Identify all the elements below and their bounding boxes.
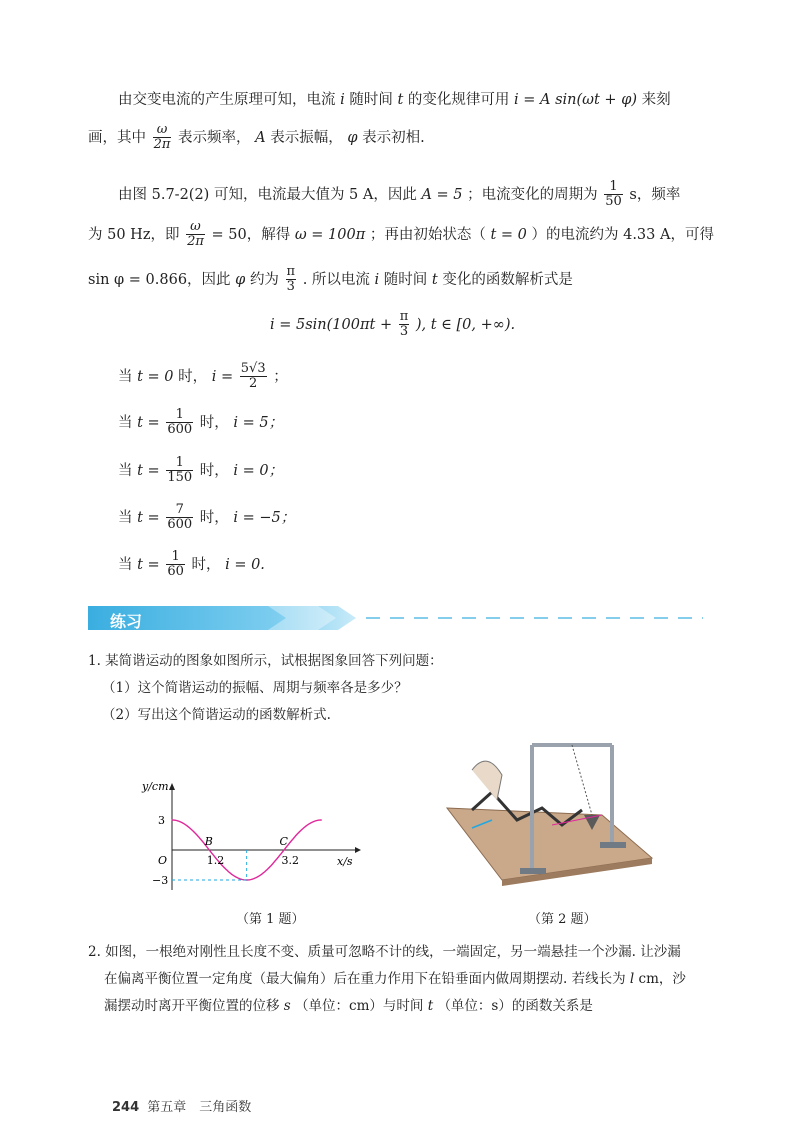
text: sin φ = 0.866，因此 xyxy=(88,271,231,288)
text: 漏摆动时离开平衡位置的位移 xyxy=(104,998,280,1014)
exercise2-line2 xyxy=(104,973,686,987)
formula-part: i = 5sin(100πt + xyxy=(270,316,393,333)
denominator: 600 xyxy=(167,517,193,533)
page-footer xyxy=(112,1096,251,1115)
para2-line1 xyxy=(118,180,680,210)
fraction xyxy=(166,408,193,438)
text: 当 xyxy=(118,509,133,526)
text: 时， xyxy=(199,509,229,526)
text: ；再由初始状态（ xyxy=(369,226,486,243)
text: 由交变电流的产生原理可知，电流 xyxy=(118,92,336,108)
data-point xyxy=(179,821,180,822)
math: ω = 100π xyxy=(294,226,366,243)
var-i: i xyxy=(374,271,380,288)
math: i = 0. xyxy=(225,556,265,573)
exercise1-question: 1. 某简谐运动的图象如图所示，试根据图象回答下列问题： xyxy=(88,653,443,669)
text: ； xyxy=(273,368,288,385)
text: 当 xyxy=(118,462,133,479)
numerator: 7 xyxy=(166,503,193,518)
data-point xyxy=(171,819,172,820)
text: 时， xyxy=(199,462,229,479)
data-point xyxy=(276,859,277,860)
numerator: π xyxy=(399,309,409,324)
y-tick-label-neg3: −3 xyxy=(152,874,169,887)
math: i = xyxy=(211,368,234,385)
denominator: 3 xyxy=(399,324,409,340)
exercise2-line3 xyxy=(104,1000,593,1014)
fraction xyxy=(286,265,297,295)
var-t: t xyxy=(397,92,404,108)
text: 当 xyxy=(118,414,133,431)
data-point xyxy=(283,849,284,850)
display-formula xyxy=(270,310,515,340)
text: 时， xyxy=(199,414,229,431)
data-point xyxy=(224,867,225,868)
para1-line2 xyxy=(88,123,425,153)
var-i: i xyxy=(340,92,345,108)
formula-inline: i = A sin(ωt + φ) xyxy=(514,92,638,108)
text: 当 xyxy=(118,368,133,385)
para2-line2 xyxy=(88,220,714,250)
case-2 xyxy=(118,408,283,438)
formula-part: ), t ∈ [0, +∞). xyxy=(415,316,516,333)
denominator: 3 xyxy=(286,279,295,295)
x-axis-arrow xyxy=(355,847,361,853)
text: = 50，解得 xyxy=(211,226,291,243)
numerator: ω xyxy=(153,123,172,138)
y-axis-label: y/cm xyxy=(142,780,169,793)
var-t: t xyxy=(431,271,438,288)
banner-graphic xyxy=(88,603,703,633)
case-5 xyxy=(118,550,265,580)
text: 约为 xyxy=(249,271,279,288)
fraction xyxy=(604,180,623,210)
numerator: 1 xyxy=(166,550,185,565)
text: 随时间 xyxy=(383,271,428,288)
var-phi: φ xyxy=(235,271,246,288)
section-title: 练习 xyxy=(110,612,143,631)
math: t = xyxy=(137,462,160,479)
point-label-B: B xyxy=(204,835,213,848)
fraction xyxy=(166,456,193,486)
numerator: ω xyxy=(186,220,205,235)
stand-right-base xyxy=(600,842,626,848)
y-axis-arrow xyxy=(169,783,175,790)
data-point xyxy=(201,840,202,841)
denominator: 150 xyxy=(167,470,193,486)
math: t = xyxy=(137,509,160,526)
text: 变化的函数解析式是 xyxy=(442,271,573,288)
var-s: s xyxy=(283,998,291,1014)
text: 的变化规律可用 xyxy=(407,92,510,108)
text: 随时间 xyxy=(349,92,393,108)
denominator: 2π xyxy=(153,137,171,153)
para2-line3 xyxy=(88,265,573,295)
text: 为 50 Hz，即 xyxy=(88,226,180,243)
numerator: 1 xyxy=(604,180,623,195)
data-point xyxy=(239,878,240,879)
case-4 xyxy=(118,503,295,533)
text: 表示振幅， xyxy=(270,129,343,146)
y-tick-label-3: 3 xyxy=(158,814,165,827)
text: 表示频率， xyxy=(178,129,251,146)
exercise1-sub2: （2）写出这个简谐运动的函数解析式. xyxy=(102,707,331,723)
text: 表示初相. xyxy=(362,129,425,146)
fraction xyxy=(153,123,172,153)
math: t = 0 xyxy=(490,226,527,243)
math: i = 0； xyxy=(233,462,284,479)
denominator: 600 xyxy=(167,422,193,438)
math: i = −5； xyxy=(233,509,296,526)
hand xyxy=(472,761,502,800)
pendulum-illustration xyxy=(432,730,662,890)
case-3 xyxy=(118,456,283,486)
var-t: t xyxy=(427,998,434,1014)
data-point xyxy=(321,819,322,820)
exercise2-line1: 2. 如图，一根绝对刚性且长度不变、质量可忽略不计的线，一端固定，另一端悬挂一个沙漏. 让沙漏 xyxy=(88,944,681,960)
data-point xyxy=(313,821,314,822)
text: . 所以电流 xyxy=(302,271,370,288)
data-point xyxy=(268,867,269,868)
caption-fig2: （第 2 题） xyxy=(528,912,597,927)
data-point xyxy=(186,825,187,826)
fraction xyxy=(399,310,410,340)
chapter-title: 第五章 三角函数 xyxy=(147,1100,252,1115)
origin-label: O xyxy=(158,854,168,867)
fraction xyxy=(186,220,205,250)
sine-chart xyxy=(135,778,385,903)
denominator: 50 xyxy=(605,194,622,210)
data-point xyxy=(291,840,292,841)
text: 时， xyxy=(191,556,221,573)
math: i = 5； xyxy=(233,414,284,431)
para1-line1 xyxy=(118,93,671,108)
data-point xyxy=(298,832,299,833)
x-axis-label: x/s xyxy=(337,855,353,868)
data-point xyxy=(209,849,210,850)
data-point xyxy=(231,874,232,875)
text: 当 xyxy=(118,556,133,573)
fraction xyxy=(166,503,193,533)
numerator: π xyxy=(286,264,296,279)
exercise1-sub1: （1）这个简谐运动的振幅、周期与频率各是多少？ xyxy=(102,680,408,696)
math: t = 0 xyxy=(137,368,174,385)
fraction xyxy=(166,550,185,580)
case-1 xyxy=(118,362,288,392)
x-tick-label-1-2: 1.2 xyxy=(206,854,225,867)
denominator: 60 xyxy=(167,564,184,580)
math: t = xyxy=(137,556,160,573)
data-point xyxy=(261,874,262,875)
math: A = 5 xyxy=(421,186,463,203)
text: 在偏离平衡位置一定角度（最大偏角）后在重力作用下在铅垂面内做周期摆动. 若线长为 xyxy=(104,971,626,987)
text: 画，其中 xyxy=(88,129,146,146)
text: （单位：cm）与时间 xyxy=(295,998,424,1014)
var-phi: φ xyxy=(347,129,358,146)
text: s，频率 xyxy=(629,186,681,203)
text: 来刻 xyxy=(641,92,671,108)
pendulum-string xyxy=(572,745,592,815)
data-point xyxy=(306,825,307,826)
math: t = xyxy=(137,414,160,431)
x-tick-label-3-2: 3.2 xyxy=(281,854,299,867)
text: 由图 5.7-2(2) 可知，电流最大值为 5 A，因此 xyxy=(118,186,417,203)
point-label-C: C xyxy=(279,835,288,848)
denominator: 2π xyxy=(187,234,204,250)
caption-fig1: （第 1 题） xyxy=(236,912,305,927)
var-A: A xyxy=(255,129,266,146)
data-point xyxy=(254,878,255,879)
denominator: 2 xyxy=(249,376,258,392)
data-point xyxy=(194,832,195,833)
text: 时， xyxy=(178,368,208,385)
section-banner xyxy=(88,603,703,633)
page-number: 244 xyxy=(112,1100,140,1115)
text: cm，沙 xyxy=(638,971,686,987)
text: ；电流变化的周期为 xyxy=(467,186,598,203)
numerator: 1 xyxy=(166,456,193,471)
text: ）的电流约为 4.33 A，可得 xyxy=(531,226,714,243)
stand-left-base xyxy=(520,868,546,874)
numerator: 1 xyxy=(166,408,193,423)
text: （单位：s）的函数关系是 xyxy=(437,998,593,1014)
var-l: l xyxy=(629,971,635,987)
numerator: 5√3 xyxy=(240,361,266,376)
fraction xyxy=(240,362,267,392)
